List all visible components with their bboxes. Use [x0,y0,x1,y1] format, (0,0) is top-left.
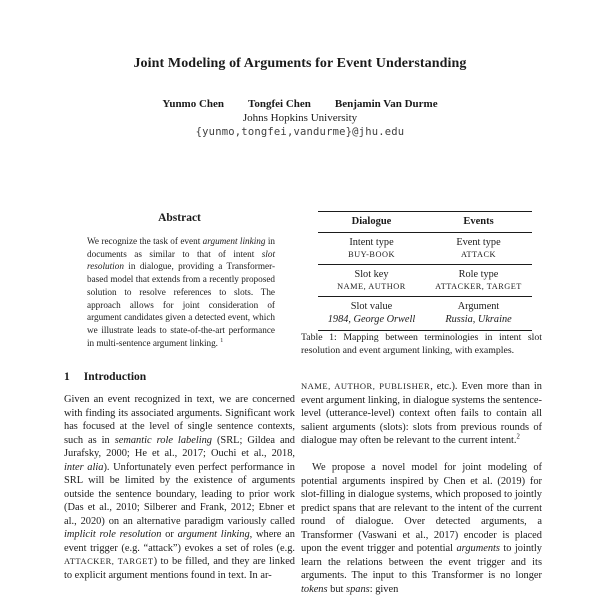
table-caption-block [301,331,542,357]
abstract-heading: Abstract [158,212,201,224]
table-header-row [318,212,532,233]
table-group-type [318,233,532,265]
table-group-key [318,265,532,297]
section-title: Introduction [83,371,147,383]
table-cell: BUY-BOOK [348,250,395,259]
author-name: Yunmo Chen [162,98,225,110]
table-cell: Role type [458,269,499,280]
terminology-table [318,211,532,331]
email-line: {yunmo,tongfei,vandurme}@jhu.edu [195,126,405,138]
intro-paragraph-block [64,393,295,582]
paper-title: Joint Modeling of Arguments for Event Understanding [133,56,467,71]
table-cell: ATTACK [460,250,497,259]
table-row [318,248,532,265]
table-cell: ATTACKER, TARGET [435,282,522,291]
author-list [0,98,600,110]
abstract-section [64,212,295,349]
table-cell: Slot value [350,301,393,312]
table-row [318,265,532,281]
body-paragraph: We propose a novel model for joint modeling of potential arguments inspired by Chen et al. (2019) for slot-filling in dialogue systems, which proposed to jointly predict spans that are relevant to the intent of the current round of dialogue. Over detected arguments, a Transformer (Vaswani et al., 2017) encoder is placed upon the event trigger and potential arguments to jointly learn the relations between the event trigger and its arguments. The input to this Transformer is no longer tokens but spans: given [301,462,542,595]
table-1 [301,211,542,331]
paper-header [0,56,600,138]
table-row [318,312,532,331]
affiliation: Johns Hopkins University [242,112,358,124]
table-cell: Slot key [354,269,389,280]
table-row [318,297,532,313]
author-name: Tongfei Chen [248,98,311,110]
table-cell: 1984, George Orwell [327,314,416,325]
author-name: Benjamin Van Durme [334,98,438,110]
table-header-events: Events [463,216,494,227]
table-caption: Table 1: Mapping between terminologies in intent slot resolution and event argument linking, with examples. [301,332,542,357]
table-header-dialogue: Dialogue [351,216,392,227]
table-cell: NAME, AUTHOR [337,282,406,291]
table-cell: Russia, Ukraine [445,314,512,325]
section-heading [64,371,295,383]
abstract-text: We recognize the task of event argument linking in documents as similar to that of intent slot resolution in dialogue, providing a Transformer-based model that extends from a recently proposed solution to resolve references to slots. The approach allows for joint consideration of argument candidates given a detected event, which we illustrate leads to state-of-the-art performance in multi-sentence argument linking. $^1$ [87,236,275,348]
table-cell: Argument [457,301,500,312]
right-paragraph-1-block [301,380,542,448]
body-paragraph: NAME, AUTHOR, PUBLISHER, etc.). Even more than in event argument linking, in dialogue systems the sentence-level (utterance-level) context often fails to contain all salient arguments (slots): slots from previous rounds of dialogue may often be relevant to the current intent.$^2$ [301,381,542,446]
table-cell: Event type [456,237,501,248]
table-group-value [318,297,532,331]
right-paragraph-2-block [301,461,542,596]
table-cell: Intent type [349,237,394,248]
table-row [318,233,532,249]
section-number: 1 [64,371,70,383]
body-paragraph: Given an event recognized in text, we are concerned with finding its associated arguments. Significant work has focused at the level of single sentence contexts, such as in semantic role labeling (SRL; Gildea and Jurafsky, 2000; He et al., 2017; Ouchi et al., 2018, inter alia). Unfortunately even perfect performance in SRL will be limited by the existence of arguments outside the sentence boundary, leading to prior work (Das et al., 2010; Silberer and Frank, 2012; Ebner et al., 2020) on an alternative paradigm variously called implicit role resolution or argument linking, where an event trigger (e.g. “attack”) evokes a set of roles (e.g. ATTACKER, TARGET) to be filled, and they are linked to explicit argument mentions found in text. In ar- [64,394,296,581]
table-row [318,280,532,297]
